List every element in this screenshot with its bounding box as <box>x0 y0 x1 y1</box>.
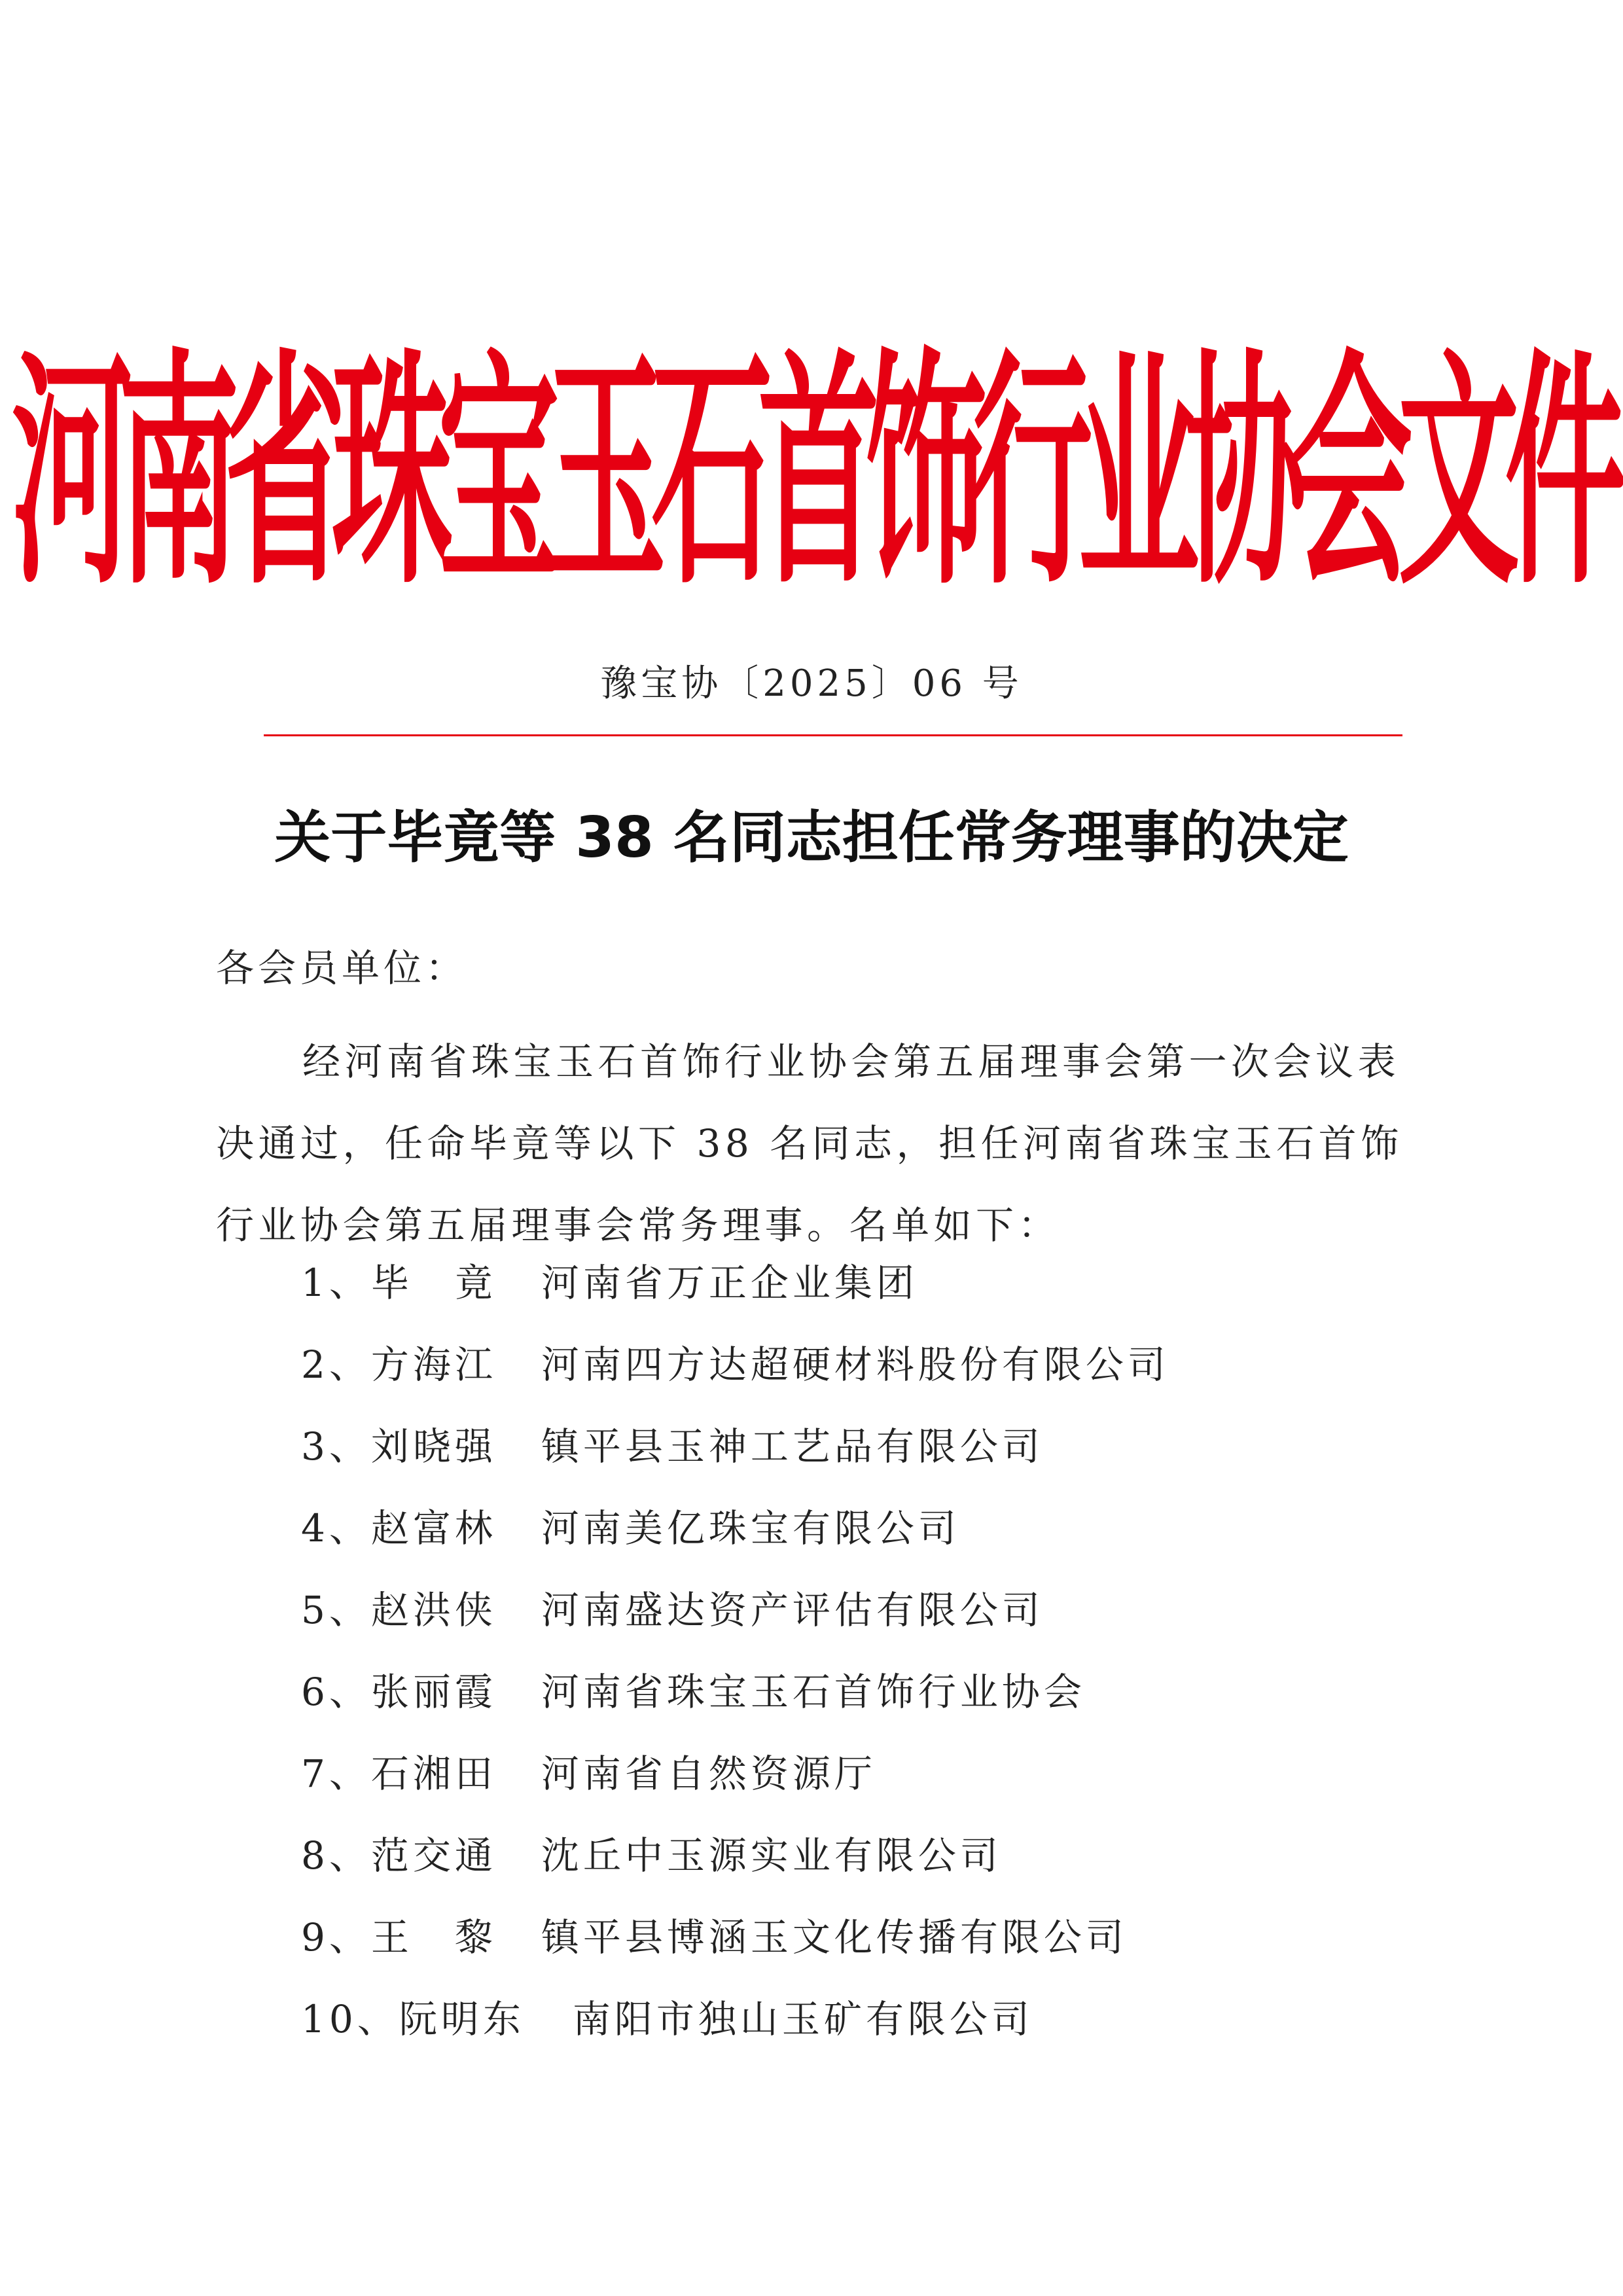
member-index: 10、 <box>301 1997 399 2041</box>
list-item <box>301 1911 1414 1993</box>
member-name: 阮明东 <box>399 1997 525 2041</box>
document-number: 豫宝协〔2025〕06 号 <box>600 662 1023 705</box>
member-organization: 河南省自然资源厅 <box>541 1751 876 1796</box>
member-name: 范交通 <box>370 1833 497 1878</box>
list-item <box>301 1993 1414 2075</box>
member-name: 赵洪侠 <box>370 1588 497 1632</box>
member-organization: 河南四方达超硬材料股份有限公司 <box>541 1342 1169 1387</box>
list-item <box>301 1748 1414 1829</box>
member-name: 毕 竟 <box>370 1261 497 1305</box>
list-item <box>301 1666 1414 1748</box>
member-index: 4、 <box>301 1506 371 1551</box>
member-organization: 河南美亿珠宝有限公司 <box>541 1506 960 1551</box>
list-item <box>301 1584 1414 1666</box>
member-index: 2、 <box>301 1342 371 1387</box>
list-item <box>301 1420 1414 1502</box>
member-name: 刘晓强 <box>370 1424 497 1469</box>
member-index: 3、 <box>301 1424 371 1469</box>
member-name: 方海江 <box>370 1342 497 1387</box>
list-item <box>301 1257 1414 1338</box>
member-name: 赵富林 <box>370 1506 497 1551</box>
member-index: 5、 <box>301 1588 371 1632</box>
member-organization: 沈丘中玉源实业有限公司 <box>541 1833 1002 1878</box>
member-name: 石湘田 <box>370 1751 497 1796</box>
member-organization: 镇平县博涵玉文化传播有限公司 <box>541 1915 1128 1960</box>
member-name: 王 黎 <box>370 1915 497 1960</box>
masthead-title: 河南省珠宝玉石首饰行业协会文件 <box>11 328 1612 619</box>
red-divider <box>264 734 1402 736</box>
salutation: 各会员单位： <box>216 946 468 990</box>
member-organization: 河南省珠宝玉石首饰行业协会 <box>541 1670 1086 1714</box>
list-item <box>301 1829 1414 1911</box>
member-organization: 河南省万正企业集团 <box>541 1261 918 1305</box>
member-organization: 南阳市独山玉矿有限公司 <box>572 1997 1033 2041</box>
page-title: 关于毕竟等 38 名同志担任常务理事的决定 <box>274 805 1349 870</box>
member-organization: 河南盛达资产评估有限公司 <box>541 1588 1044 1632</box>
member-index: 1、 <box>301 1261 371 1305</box>
body-paragraph: 经河南省珠宝玉石首饰行业协会第五届理事会第一次会议表决通过，任命毕竟等以下 38 名同志，担任河南省珠宝玉石首饰行业协会第五届理事会常务理事。名单如下： <box>216 1039 1403 1247</box>
member-index: 8、 <box>301 1833 371 1878</box>
member-organization: 镇平县玉神工艺品有限公司 <box>541 1424 1044 1469</box>
member-list <box>301 1257 1414 2075</box>
member-index: 6、 <box>301 1670 371 1714</box>
member-name: 张丽霞 <box>370 1670 497 1714</box>
list-item <box>301 1338 1414 1420</box>
list-item <box>301 1502 1414 1584</box>
member-index: 7、 <box>301 1751 371 1796</box>
member-index: 9、 <box>301 1915 371 1960</box>
